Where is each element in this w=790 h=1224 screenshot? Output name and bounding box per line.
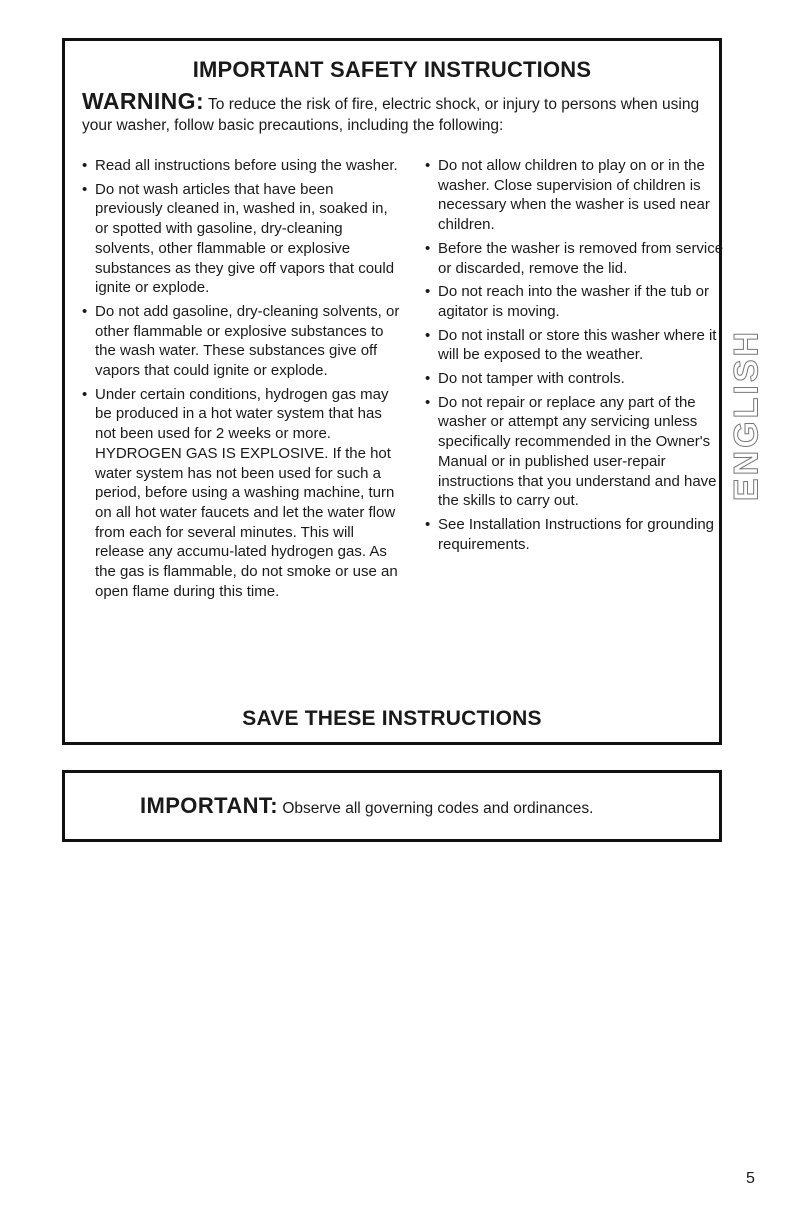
list-item: • Before the washer is removed from service or discarded, remove the lid. <box>425 239 725 278</box>
safety-instructions-box <box>62 38 722 745</box>
list-item: • Do not install or store this washer where it will be exposed to the weather. <box>425 326 725 365</box>
page-number: 5 <box>746 1170 755 1187</box>
important-text: Observe all governing codes and ordinances. <box>278 800 594 817</box>
list-item: • Do not add gasoline, dry-cleaning solvents, or other flammable or explosive substances to the wash water. These substances give off vapors that could ignite or explode. <box>82 302 400 381</box>
warning-intro <box>82 88 712 136</box>
list-item: • Under certain conditions, hydrogen gas may be produced in a hot water system that has not been used for 2 weeks or more. HYDROGEN GAS IS EXPLOSIVE. If the hot water system has not been used for such a period, before using a washing machine, turn on all hot water faucets and let the water flow from each for several minutes. This will release any accumu-lated hydrogen gas. As the gas is flammable, do not smoke or use an open flame during this time. <box>82 385 400 602</box>
important-notice <box>140 793 593 819</box>
important-label: IMPORTANT: <box>140 793 279 818</box>
language-tab-label: ENGLISH <box>727 328 766 502</box>
safety-title: IMPORTANT SAFETY INSTRUCTIONS <box>192 57 592 82</box>
list-item: • Do not tamper with controls. <box>425 369 725 389</box>
list-item: • Do not allow children to play on or in the washer. Close supervision of children is necessary when the washer is used near children. <box>425 156 725 235</box>
list-item: • Read all instructions before using the washer. <box>82 156 400 176</box>
list-item: • Do not wash articles that have been previously cleaned in, washed in, soaked in, or spotted with gasoline, dry-cleaning solvents, other flammable or explosive substances as they give off vapors that could ignite or explode. <box>82 180 400 298</box>
left-instructions-list <box>82 156 400 605</box>
list-item: • Do not repair or replace any part of the washer or attempt any servicing unless specifically recommended in the Owner's Manual or in published user-repair instructions that you understand and have the skills to carry out. <box>425 393 725 511</box>
warning-text: To reduce the risk of fire, electric shock, or injury to persons when using your washer, follow basic precautions, including the following: <box>82 96 700 134</box>
save-instructions-footer: SAVE THESE INSTRUCTIONS <box>242 707 542 730</box>
important-notice-box <box>62 770 722 842</box>
language-side-tab <box>727 320 766 510</box>
right-instructions-list <box>425 156 725 558</box>
warning-label: WARNING: <box>82 88 205 114</box>
list-item: • Do not reach into the washer if the tub or agitator is moving. <box>425 282 725 321</box>
list-item: • See Installation Instructions for grounding requirements. <box>425 515 725 554</box>
